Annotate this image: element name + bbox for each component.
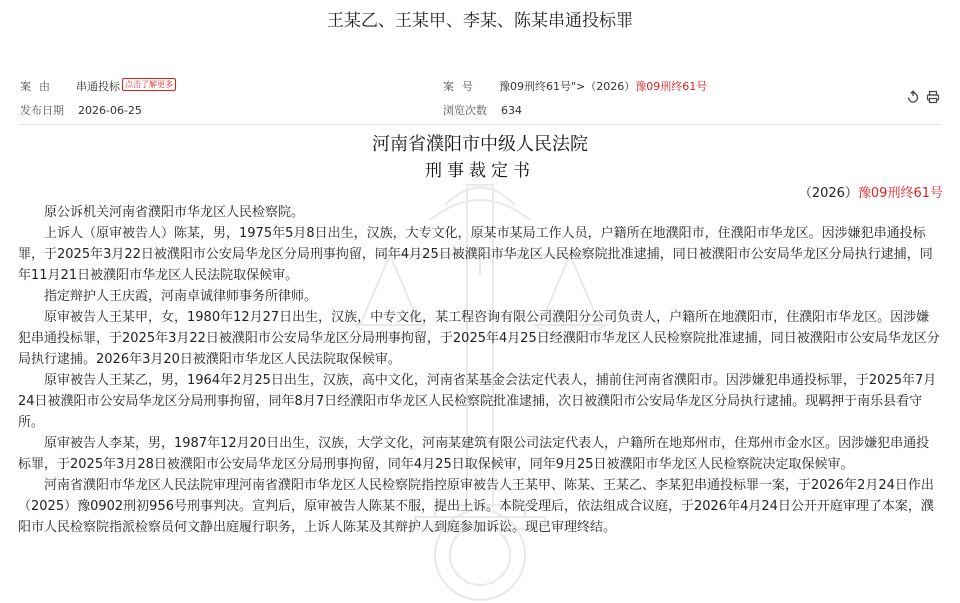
case-number-row [443, 78, 707, 94]
paragraph: 原审被告人李某，男，1987年12月20日出生，汉族，大学文化，河南某建筑有限公司法定代表人，户籍所在地郑州市，住郑州市金水区。因涉嫌犯串通投标罪，于2025年3月28日被濮阳市公安局华龙区分局刑事拘留，同年4月25日取保候审，同年9月25日被濮阳市华龙区人民检察院决定取保候审。 [18, 436, 930, 472]
learn-more-tag[interactable]: 点击了解更多 [122, 78, 176, 91]
share-icon[interactable] [906, 90, 920, 104]
document-body [18, 202, 942, 538]
case-label: 案号 [443, 80, 481, 93]
cause-value: 串通投标 [76, 80, 120, 93]
paragraph: 河南省濮阳市华龙区人民法院审理河南省濮阳市华龙区人民检察院指控原审被告人王某甲、陈某、王某乙、李某犯串通投标罪一案，于2026年2月24日作出（2025）豫0902刑初956号刑事判决。宣判后，原审被告人陈某不服，提出上诉。本院受理后，依法组成合议庭，于2026年4月24日公开开庭审理了本案，濮阳市人民检察院指派检察员何文静出庭履行职务，上诉人陈某及其辩护人到庭参加诉讼。现已审理终结。 [18, 478, 934, 535]
header-divider [18, 124, 942, 125]
document-type: 刑事裁定书 [425, 161, 535, 181]
case-value-red: 豫09刑终61号 [635, 80, 708, 93]
paragraph: 上诉人（原审被告人）陈某，男，1975年5月8日出生，汉族，大专文化，原某市某局工作人员，户籍所在地濮阳市，住濮阳市华龙区。因涉嫌犯串通投标罪，于2025年3月22日被濮阳市公安局华龙区分局刑事拘留，同年4月25日被濮阳市华龙区人民检察院批准逮捕，同日被濮阳市公安局华龙区分局执行逮捕，同年11月21日被濮阳市华龙区人民法院取保候审。 [18, 226, 933, 283]
document-case-number [799, 182, 943, 201]
cause-label: 案由 [20, 80, 58, 93]
toolbar-icons [906, 90, 940, 104]
court-name: 河南省濮阳市中级人民法院 [372, 134, 588, 155]
date-value: 2026-06-25 [78, 104, 142, 117]
paragraph: 原公诉机关河南省濮阳市华龙区人民检察院。 [44, 205, 305, 220]
case-number-prefix: （2026） [798, 186, 858, 201]
print-icon[interactable] [926, 90, 940, 104]
views-label: 浏览次数 [443, 104, 487, 117]
date-label: 发布日期 [20, 104, 64, 117]
page-title: 王某乙、王某甲、李某、陈某串通投标罪 [327, 11, 633, 31]
cause-row [20, 78, 176, 94]
views-value: 634 [501, 104, 522, 117]
paragraph: 原审被告人王某甲，女，1980年12月27日出生，汉族，中专文化，某工程咨询有限公司濮阳分公司负责人，户籍所在地濮阳市，住濮阳市华龙区。因涉嫌犯串通投标罪，于2025年3月22日被濮阳市公安局华龙区分局刑事拘留，于2025年4月25日经濮阳市华龙区人民检察院批准逮捕，同日被濮阳市公安局华龙区分局执行逮捕。2026年3月20日被濮阳市华龙区人民法院取保候审。 [18, 310, 940, 367]
views-row [443, 102, 522, 118]
case-value-prefix: 豫09刑终61号">（2026） [499, 80, 636, 93]
date-row [20, 102, 142, 118]
paragraph: 原审被告人王某乙，男，1964年2月25日出生，汉族，高中文化，河南省某基金会法定代表人，捕前住河南省濮阳市。因涉嫌犯串通投标罪，于2025年7月24日被濮阳市公安局华龙区分局刑事拘留，同年8月7日经濮阳市华龙区人民检察院批准逮捕，次日被濮阳市公安局华龙区分局执行逮捕。现羁押于南乐县看守所。 [18, 373, 937, 430]
paragraph: 指定辩护人王庆霞，河南卓诚律师事务所律师。 [44, 289, 318, 304]
case-number-red: 豫09刑终61号 [857, 186, 943, 201]
